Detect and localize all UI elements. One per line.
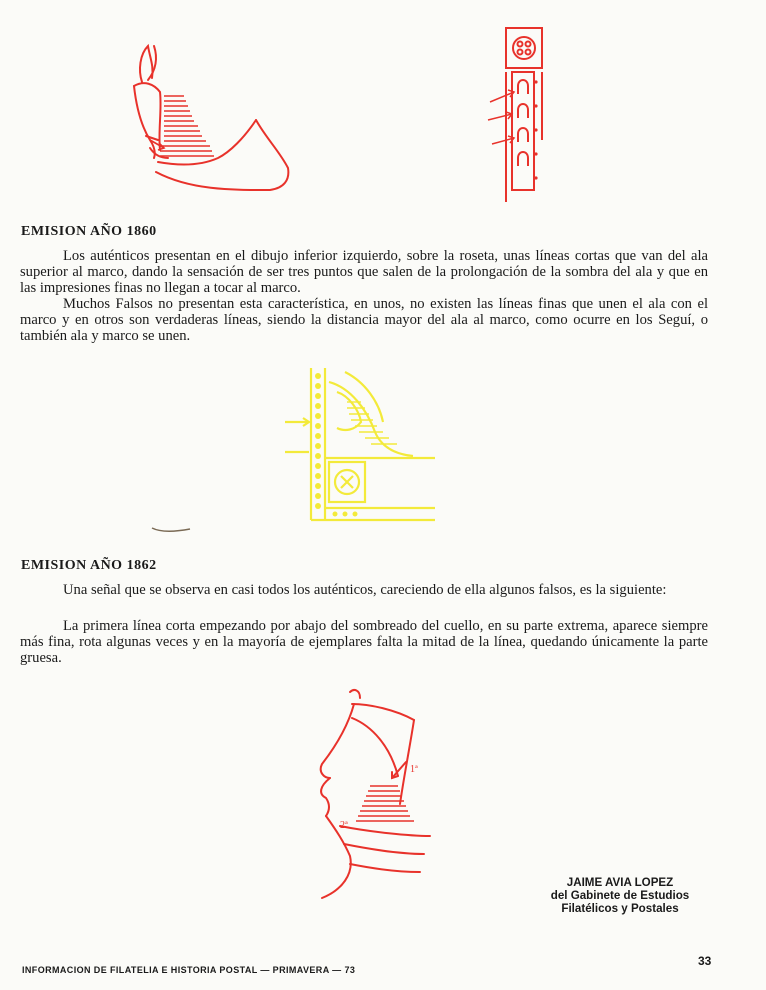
paragraph-1862-2: La primera línea corta empezando por abajo del sombreado del cuello, en su parte extrema, aparece siempre más fina, rota algunas veces y en la mayoría de ejemplares falta la mitad de la línea, quedando únicamente la parte gruesa. — [20, 618, 708, 666]
heading-1862: EMISION AÑO 1862 — [21, 558, 157, 573]
figure-label-second: 2ª — [340, 820, 348, 831]
author-affiliation-1: del Gabinete de Estudios — [550, 889, 690, 902]
author-affiliation-2: Filatélicos y Postales — [561, 902, 679, 915]
frame-sketch-1860 — [480, 20, 560, 205]
ink-mark — [150, 524, 192, 534]
paragraph-1862-1: Una señal que se observa en casi todos los auténticos, careciendo de ella algunos falsos, es la siguiente: — [63, 582, 667, 598]
heading-1860: EMISION AÑO 1860 — [21, 224, 157, 239]
head-profile-sketch-1862 — [300, 686, 460, 914]
author-name: JAIME AVIA LOPEZ — [566, 876, 674, 889]
stamp-detail-yellow — [285, 362, 440, 530]
paragraph-1860-2: Muchos Falsos no presentan esta característica, en unos, no existen las líneas finas que unen el ala con el marco y en otros son verdaderas líneas, siendo la distancia mayor del ala al marco, como ocurre en los Seguí, o también ala y marco se unen. — [20, 296, 708, 344]
wing-sketch-1860 — [120, 40, 300, 200]
footer-publication: INFORMACION DE FILATELIA E HISTORIA POSTAL — PRIMAVERA — 73 — [22, 965, 356, 975]
author-signature — [520, 876, 720, 915]
figure-label-first: 1ª — [410, 764, 418, 775]
page-number: 33 — [698, 954, 712, 968]
paragraph-1860-1: Los auténticos presentan en el dibujo inferior izquierdo, sobre la roseta, unas líneas cortas que van del ala superior al marco, dando la sensación de ser tres puntos que salen de la prolongación de la sombra del ala y que en las impresiones finas no llegan a tocar al marco. — [20, 248, 708, 296]
